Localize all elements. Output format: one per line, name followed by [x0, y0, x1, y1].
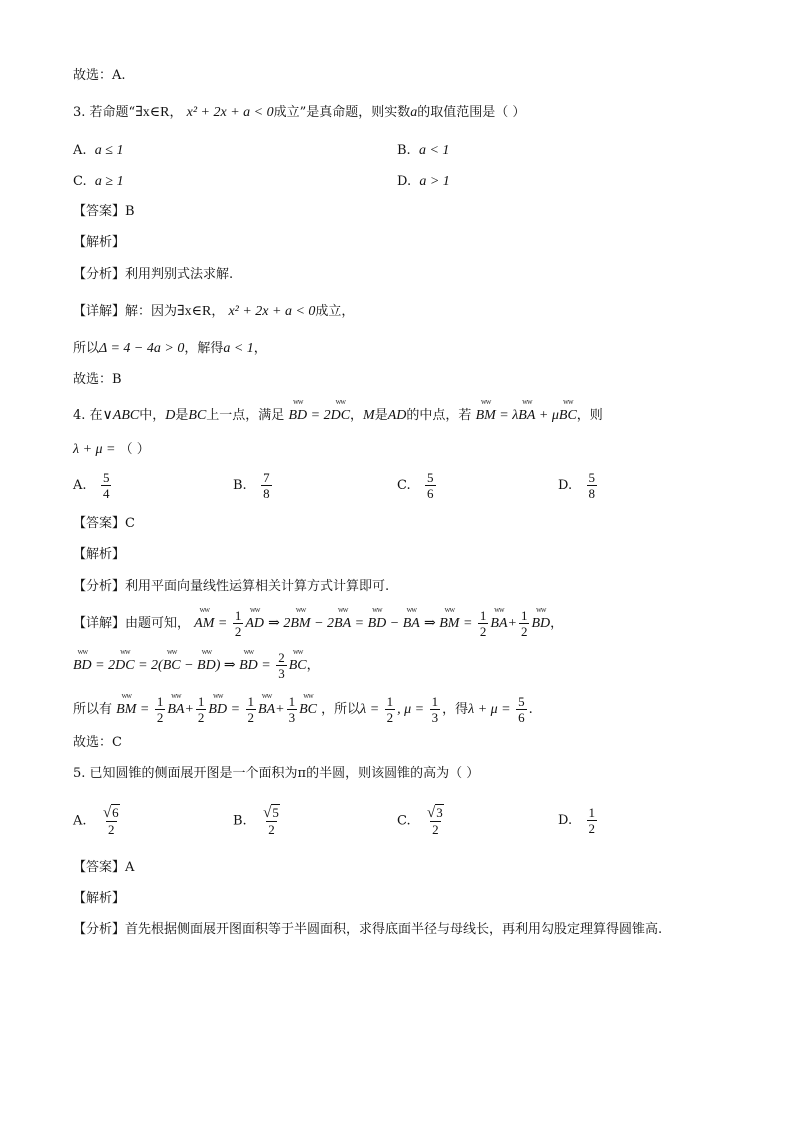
q4-option-b: B. $\frac{7}{8}$ [233, 470, 270, 501]
analysis-3-heading: 【解析】 [73, 235, 126, 250]
question-4: 4. 在∨ABC中，D是BC上一点，满足 ww BD = 2ww DC，M是AD的中点，若 ww BM = λww BA + μww BC，则 [73, 407, 603, 425]
conclusion-prev: 故选：A. [73, 68, 126, 83]
analysis-5: 【分析】首先根据侧面展开图面积等于半圆面积，求得底面半径与母线长，再利用勾股定理算得圆锥高. [73, 922, 663, 937]
question-4-blank: λ + μ = （ ） [73, 442, 150, 457]
q3-option-a: A. a ≤ 1 [73, 143, 124, 158]
detail-4-line3: 所以有 ww BM = $\frac{1}{2}$ ww BA+ $\frac{1}{2}$ ww BD = $\frac{1}{2}$ ww BA+ $\frac{1}{3}$ ww BC ，所以λ = $\frac{1}{2}$ , μ = $\frac{1}{3}$ ，得λ + μ = $\frac{5}{6}$ . [73, 694, 533, 725]
detail-3: 【详解】解：因为∃x∈R， x² + 2x + a < 0成立， [73, 304, 355, 319]
answer-5: 【答案】A [73, 860, 135, 875]
q4-option-c: C. $\frac{5}{6}$ [397, 470, 434, 501]
selection-4: 故选：C [73, 735, 122, 750]
question-5: 5. 已知圆锥的侧面展开图是一个面积为π的半圆，则该圆锥的高为（ ） [73, 766, 480, 781]
question-3: 3. 若命题“∃x∈R， x² + 2x + a < 0成立”是真命题，则实数a的取值范围是（ ） [73, 105, 526, 120]
answer-4: 【答案】C [73, 516, 135, 531]
selection-3: 故选：B [73, 372, 122, 387]
analysis-3: 【分析】利用判别式法求解. [73, 267, 234, 282]
q5-option-c: C. $\frac{√3}{2}$ [397, 805, 443, 837]
q5-option-a: A. $\frac{√6}{2}$ [73, 805, 119, 837]
q4-option-a: A. $\frac{5}{4}$ [73, 470, 110, 501]
detail-3-result: 所以Δ = 4 − 4a > 0，解得a < 1， [73, 341, 267, 356]
detail-4-line1: 【详解】由题可知， ww AM = $\frac{1}{2}$ ww AD ⇒ 2ww BM − 2ww BA = ww BD − ww BA ⇒ ww BM = $\frac{1}{2}$ ww BA+ $\frac{1}{2}$ ww BD， [73, 608, 563, 639]
answer-3: 【答案】B [73, 204, 135, 219]
q3-option-b: B. a < 1 [397, 143, 450, 158]
analysis-4-heading: 【解析】 [73, 547, 126, 562]
q4-option-d: D. $\frac{5}{8}$ [558, 470, 595, 501]
q3-option-c: C. a ≥ 1 [73, 174, 124, 189]
q5-option-b: B. $\frac{√5}{2}$ [233, 805, 279, 837]
q3-option-d: D. a > 1 [397, 174, 450, 189]
q5-option-d: D. $\frac{1}{2}$ [558, 805, 595, 836]
detail-4-line2: ww BD = 2ww DC = 2(ww BC − ww BD) ⇒ ww BD = $\frac{2}{3}$ ww BC， [73, 650, 320, 681]
analysis-5-heading: 【解析】 [73, 891, 126, 906]
analysis-4: 【分析】利用平面向量线性运算相关计算方式计算即可. [73, 579, 390, 594]
